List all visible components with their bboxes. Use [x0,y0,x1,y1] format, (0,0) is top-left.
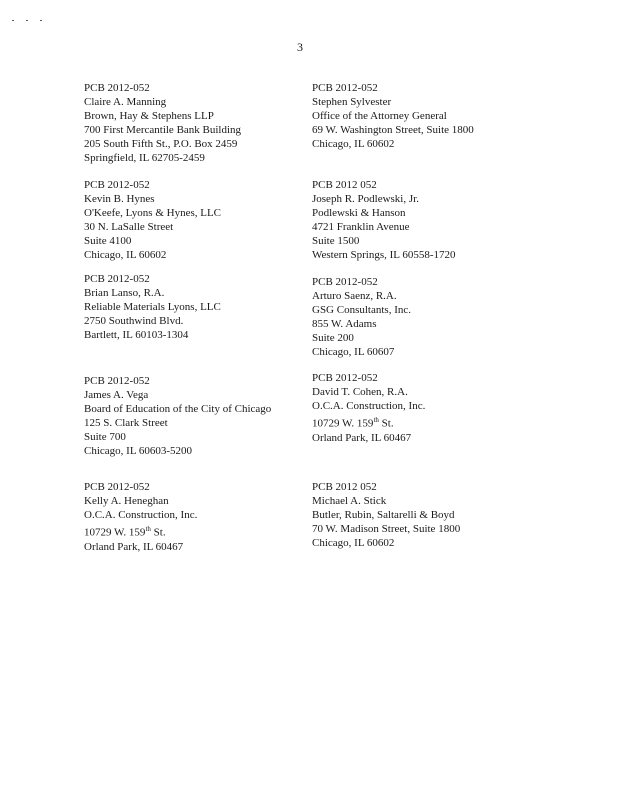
organization: O'Keefe, Lyons & Hynes, LLC [84,207,222,219]
recipient-name: Kelly A. Heneghan [84,495,169,507]
address-line-2: Suite 700 [84,431,126,443]
city-state-zip: Chicago, IL 60602 [312,138,395,150]
ordinal-suffix: th [373,416,379,424]
city-state-zip: Orland Park, IL 60467 [312,431,412,444]
city-state-zip: Orland Park, IL 60467 [84,540,184,553]
recipient-name: Kevin B. Hynes [84,193,155,205]
service-entry-manning [84,81,241,165]
case-number: PCB 2012-052 [84,481,150,493]
city-state-zip: Chicago, IL 60602 [84,249,167,261]
organization: Butler, Rubin, Saltarelli & Boyd [312,509,455,521]
recipient-name: Joseph R. Podlewski, Jr. [312,193,419,205]
organization: O.C.A. Construction, Inc. [312,400,426,412]
service-entry-heneghan [84,480,197,554]
address-line-2: Suite 1500 [312,235,360,247]
address-line-1: 700 First Mercantile Bank Building [84,124,242,136]
address-line-2: 205 South Fifth St., P.O. Box 2459 [84,138,238,150]
service-entry-lanso [84,272,221,342]
organization: Podlewski & Hanson [312,207,406,219]
case-number: PCB 2012-052 [84,273,150,285]
recipient-name: Claire A. Manning [84,96,167,108]
scan-speck [12,20,14,21]
address-line-1: 4721 Franklin Avenue [312,221,410,233]
organization: GSG Consultants, Inc. [312,304,411,316]
organization: Office of the Attorney General [312,110,447,122]
recipient-name: Arturo Saenz, R.A. [312,290,397,302]
organization: Brown, Hay & Stephens LLP [84,110,214,122]
address-line-1: 10729 W. 159th St. [84,525,166,539]
scan-speck [26,20,28,21]
case-number: PCB 2012 052 [312,179,377,191]
organization: Board of Education of the City of Chicago [84,403,272,415]
page-number: 3 [297,40,303,54]
service-entry-saenz [312,275,411,359]
recipient-name: Stephen Sylvester [312,96,392,108]
service-entry-stick [312,480,460,550]
city-state-zip: Chicago, IL 60607 [312,346,395,358]
service-entry-hynes [84,178,221,262]
case-number: PCB 2012-052 [312,372,378,384]
city-state-zip: Bartlett, IL 60103-1304 [84,329,189,341]
case-number: PCB 2012 052 [312,481,377,493]
service-entry-cohen [312,371,425,445]
organization: O.C.A. Construction, Inc. [84,509,198,521]
recipient-name: James A. Vega [84,389,149,401]
address-line-1: 855 W. Adams [312,318,377,330]
recipient-name: Michael A. Stick [312,495,387,507]
city-state-zip: Springfield, IL 62705-2459 [84,152,205,164]
service-entry-sylvester [312,81,474,151]
case-number: PCB 2012-052 [84,375,150,387]
service-entry-podlewski [312,178,456,262]
address-line-1: 69 W. Washington Street, Suite 1800 [312,124,474,136]
address-line-1: 125 S. Clark Street [84,417,168,429]
case-number: PCB 2012-052 [84,82,150,94]
service-entry-vega [84,374,271,458]
recipient-name: David T. Cohen, R.A. [312,386,408,398]
address-line-1: 2750 Southwind Blvd. [84,315,184,327]
address-line-1: 10729 W. 159th St. [312,416,394,430]
case-number: PCB 2012-052 [312,82,378,94]
organization: Reliable Materials Lyons, LLC [84,301,221,313]
address-line-1: 70 W. Madison Street, Suite 1800 [312,523,461,535]
address-line-2: Suite 200 [312,332,354,344]
recipient-name: Brian Lanso, R.A. [84,287,165,299]
scan-speck [40,20,42,21]
city-state-zip: Chicago, IL 60603-5200 [84,445,193,457]
city-state-zip: Western Springs, IL 60558-1720 [312,249,456,261]
address-line-1: 30 N. LaSalle Street [84,221,174,233]
ordinal-suffix: th [145,525,151,533]
address-line-2: Suite 4100 [84,235,132,247]
case-number: PCB 2012-052 [84,179,150,191]
case-number: PCB 2012-052 [312,276,378,288]
city-state-zip: Chicago, IL 60602 [312,537,395,549]
